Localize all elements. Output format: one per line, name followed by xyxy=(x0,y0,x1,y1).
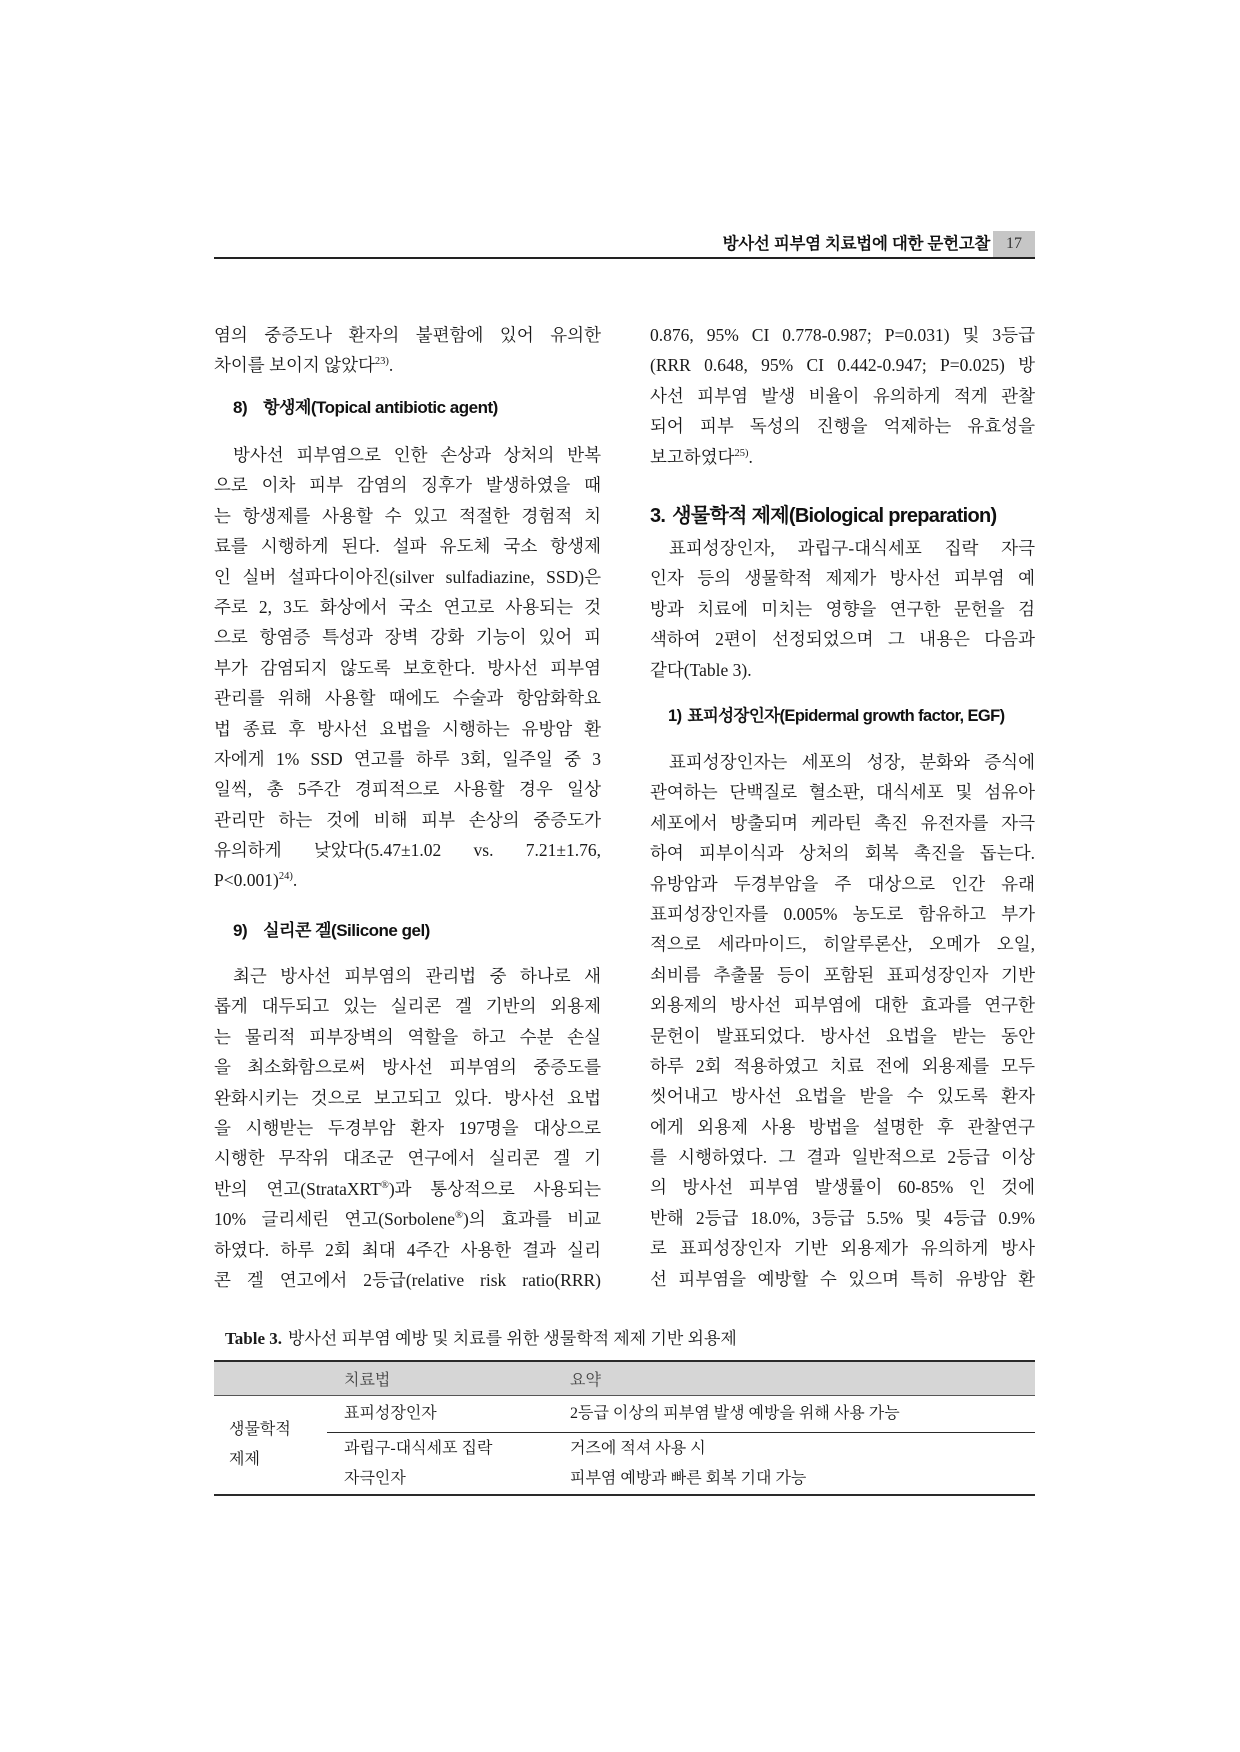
text-line: 완화시키는 것으로 보고되고 있다. 방사선 요법 xyxy=(214,1087,601,1108)
cell-line: 2등급 이상의 피부염 발생 예방을 위해 사용 가능 xyxy=(570,1405,900,1422)
registered-mark: ® xyxy=(455,1210,464,1222)
text-line: 를 시행하였다. 그 결과 일반적으로 2등급 이상 xyxy=(650,1147,1035,1168)
text-line: 의 방사선 피부염 발생률이 60-85% 인 것에 xyxy=(650,1177,1035,1198)
text-line: 롭게 대두되고 있는 실리콘 겔 기반의 외용제 xyxy=(214,996,601,1017)
text-line: 을 시행받는 두경부암 환자 197명을 대상으로 xyxy=(214,1117,601,1138)
text-line: 0.876, 95% CI 0.778-0.987; P=0.031) 및 3등급 xyxy=(650,325,1035,345)
table-header-row xyxy=(214,1361,1035,1396)
cell-line: 피부염 예방과 빠른 회복 기대 가능 xyxy=(570,1469,807,1487)
text-line: 는 항생제를 사용할 수 있고 적절한 경험적 치 xyxy=(214,505,601,526)
text-line: 관여하는 단백질로 혈소판, 대식세포 및 섬유아 xyxy=(650,782,1035,803)
text-segment: )의 효과를 비교 xyxy=(463,1209,601,1230)
cell-line: 자극인자 xyxy=(344,1469,406,1487)
text-line: 인자 등의 생물학적 제제가 방사선 피부염 예 xyxy=(650,568,1035,589)
text-segment: . xyxy=(388,355,394,376)
text-line: 적으로 세라마이드, 히알루론산, 오메가 오일, xyxy=(650,934,1035,955)
text-segment: . xyxy=(748,446,753,467)
text-line: 방과 치료에 미치는 영향을 연구한 문헌을 검 xyxy=(650,598,1035,619)
text-line: 자에게 1% SSD 연고를 하루 3회, 일주일 중 3 xyxy=(214,748,601,769)
text-line: 반해 2등급 18.0%, 3등급 5.5% 및 4등급 0.9% xyxy=(650,1207,1035,1228)
text-line: 되어 피부 독성의 진행을 억제하는 유효성을 xyxy=(650,416,1035,437)
text-line: 하루 2회 적용하였고 치료 전에 외용제를 모두 xyxy=(650,1055,1035,1076)
section-heading-9 xyxy=(233,916,601,946)
table-row xyxy=(214,1433,1035,1496)
table-caption xyxy=(225,1325,737,1353)
text-line xyxy=(214,865,601,895)
text-line: 주로 2, 3도 화상에서 국소 연고로 사용되는 것 xyxy=(214,596,601,617)
header-rule xyxy=(214,257,1035,259)
section-number: 3. xyxy=(650,505,666,527)
text-line: 법 종료 후 방사선 요법을 시행하는 유방암 환 xyxy=(214,718,601,739)
text-line: 유방암과 두경부암을 주 대상으로 인간 유래 xyxy=(650,873,1035,894)
text-line: 표피성장인자, 과립구-대식세포 집락 자극 xyxy=(669,538,1035,558)
text-line: 씻어내고 방사선 요법을 받을 수 있도록 환자 xyxy=(650,1086,1035,1107)
text-line: 콘 겔 연고에서 2등급(relative risk ratio(RRR) xyxy=(214,1269,601,1290)
treatment-cell xyxy=(327,1433,553,1496)
summary-cell xyxy=(553,1433,1035,1496)
text-line: (RRR 0.648, 95% CI 0.442-0.947; P=0.025) 방 xyxy=(650,355,1035,376)
text-line: 하였다. 하루 2회 최대 4주간 사용한 결과 실리 xyxy=(214,1239,601,1260)
text-line: 으로 항염증 특성과 장벽 강화 기능이 있어 피 xyxy=(214,627,601,648)
group-label-cell xyxy=(214,1396,327,1496)
registered-mark: ® xyxy=(380,1179,389,1191)
table-label: Table 3. xyxy=(225,1329,283,1348)
text-line xyxy=(214,350,601,380)
text-line: 외용제의 방사선 피부염에 대한 효과를 연구한 xyxy=(650,995,1035,1016)
text-line: 사선 피부염 발생 비율이 유의하게 적게 관찰 xyxy=(650,385,1035,406)
text-line: 으로 이차 피부 감염의 징후가 발생하였을 때 xyxy=(214,475,601,496)
group-label-line: 제제 xyxy=(229,1451,260,1468)
text-segment: 반의 연고(StrataXRT xyxy=(214,1178,381,1199)
text-line: 방사선 피부염으로 인한 손상과 상처의 반복 xyxy=(233,445,601,465)
section-heading-8 xyxy=(233,393,601,423)
group-label-line: 생물학적 xyxy=(229,1421,291,1438)
text-segment: 보고하였다 xyxy=(650,446,735,467)
text-line xyxy=(214,1174,601,1204)
text-segment: . xyxy=(292,870,298,891)
section-title: 항생제(Topical antibiotic agent) xyxy=(263,398,498,417)
text-line: 세포에서 방출되며 케라틴 촉진 유전자를 자극 xyxy=(650,812,1035,833)
cell-line: 과립구-대식세포 집락 xyxy=(344,1439,493,1457)
text-segment: P<0.001) xyxy=(214,870,279,891)
table-row xyxy=(214,1396,1035,1433)
text-line: 부가 감염되지 않도록 보호한다. 방사선 피부염 xyxy=(214,657,601,678)
continued-paragraph xyxy=(650,320,1035,472)
text-segment: )과 통상적으로 사용되는 xyxy=(388,1178,601,1199)
text-line: 는 물리적 피부장벽의 역할을 하고 수분 손실 xyxy=(214,1026,601,1047)
paragraph xyxy=(650,747,1035,1294)
table-caption-text: 방사선 피부염 예방 및 치료를 위한 생물학적 제제 기반 외용제 xyxy=(288,1329,737,1348)
text-line: 최근 방사선 피부염의 관리법 중 하나로 새 xyxy=(233,966,601,986)
text-line: 관리를 위해 사용할 때에도 수술과 항암화학요 xyxy=(214,688,601,709)
page-number: 17 xyxy=(993,231,1035,257)
text-line: 료를 시행하게 된다. 설파 유도체 국소 항생제 xyxy=(214,536,601,557)
section-title: 표피성장인자(Epidermal growth factor, EGF) xyxy=(687,707,1005,725)
text-line: 일씩, 총 5주간 경피적으로 사용할 경우 일상 xyxy=(214,779,601,800)
header-cell-treatment: 치료법 xyxy=(327,1361,553,1396)
paragraph xyxy=(214,440,601,896)
section-number: 1) xyxy=(668,707,682,725)
text-line: 문헌이 발표되었다. 방사선 요법을 받는 동안 xyxy=(650,1025,1035,1046)
text-line: 표피성장인자는 세포의 성장, 분화와 증식에 xyxy=(669,752,1035,772)
section-number: 8) xyxy=(233,398,248,417)
text-line: 인 실버 설파다이아진(silver sulfadiazine, SSD)은 xyxy=(214,566,601,587)
text-segment: 10% 글리세린 연고(Sorbolene xyxy=(214,1209,456,1230)
running-title: 방사선 피부염 치료법에 대한 문헌고찰 xyxy=(722,235,990,253)
text-line xyxy=(214,1204,601,1234)
section-title: 실리콘 겔(Silicone gel) xyxy=(263,921,430,940)
header-cell-summary: 요약 xyxy=(553,1361,1035,1396)
text-line: 로 표피성장인자 기반 외용제가 유의하게 방사 xyxy=(650,1238,1035,1259)
text-line: 하여 피부이식과 상처의 회복 촉진을 돕는다. xyxy=(650,843,1035,864)
summary-cell xyxy=(553,1396,1035,1433)
table-3 xyxy=(214,1360,1035,1496)
text-segment: 차이를 보이지 않았다 xyxy=(214,355,375,376)
header-cell-empty xyxy=(214,1361,327,1396)
text-line: 을 최소화함으로써 방사선 피부염의 중증도를 xyxy=(214,1057,601,1078)
text-line: 같다(Table 3). xyxy=(650,659,752,680)
text-line: 에게 외용제 사용 방법을 설명한 후 관찰연구 xyxy=(650,1116,1035,1137)
cell-line: 표피성장인자 xyxy=(344,1405,437,1422)
text-line: 유의하게 낮았다(5.47±1.02 vs. 7.21±1.76, xyxy=(214,840,601,861)
text-line: 염의 중증도나 환자의 불편함에 있어 유의한 xyxy=(214,325,601,345)
section-heading-3 xyxy=(650,500,1035,532)
reference-superscript: 23) xyxy=(374,356,389,368)
reference-superscript: 25) xyxy=(734,447,749,459)
subsection-heading-1 xyxy=(668,701,1035,731)
text-line: 관리만 하는 것에 비해 피부 손상의 중증도가 xyxy=(214,809,601,830)
section-title: 생물학적 제제(Biological preparation) xyxy=(672,505,997,527)
paragraph xyxy=(650,533,1035,685)
paragraph xyxy=(214,961,601,1295)
reference-superscript: 24) xyxy=(278,871,293,883)
text-line: 선 피부염을 예방할 수 있으며 특히 유방암 환 xyxy=(650,1268,1035,1289)
text-line: 표피성장인자를 0.005% 농도로 함유하고 부가 xyxy=(650,903,1035,924)
text-line: 색하여 2편이 선정되었으며 그 내용은 다음과 xyxy=(650,629,1035,650)
treatment-cell xyxy=(327,1396,553,1433)
text-line xyxy=(650,442,1035,472)
cell-line: 거즈에 적셔 사용 시 xyxy=(570,1439,706,1457)
text-line: 쇠비름 추출물 등이 포함된 표피성장인자 기반 xyxy=(650,964,1035,985)
text-line: 시행한 무작위 대조군 연구에서 실리콘 겔 기 xyxy=(214,1148,601,1169)
continued-paragraph xyxy=(214,320,601,381)
section-number: 9) xyxy=(233,921,248,940)
